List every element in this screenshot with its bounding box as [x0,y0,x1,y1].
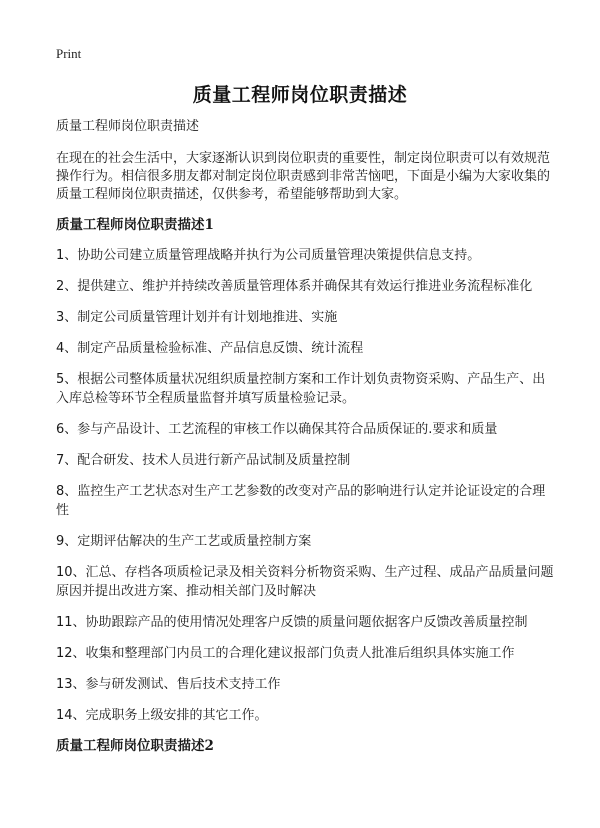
duty-item: 14、完成职务上级安排的其它工作。 [56,708,268,723]
duty-item: 13、参与研发测试、售后技术支持工作 [56,677,281,692]
duty-item: 3、制定公司质量管理计划并有计划地推进、实施 [56,310,338,325]
duty-item: 8、监控生产工艺状态对生产工艺参数的改变对产品的影响进行认定并论证设定的合理性 [56,484,546,518]
duty-item: 10、汇总、存档各项质检记录及相关资料分析物资采购、生产过程、成品产品质量问题原因并提出改进方案、推动相关部门及时解决 [56,565,554,599]
subtitle: 质量工程师岗位职责描述 [56,119,200,134]
duty-item: 2、提供建立、维护并持续改善质量管理体系并确保其有效运行推进业务流程标准化 [56,279,533,294]
duty-item: 11、协助跟踪产品的使用情况处理客户反馈的质量问题依据客户反馈改善质量控制 [56,615,528,630]
document-body [56,118,556,767]
section-heading-1: 质量工程师岗位职责描述1 [56,217,214,233]
intro-paragraph: 在现在的社会生活中，大家逐渐认识到岗位职责的重要性，制定岗位职责可以有效规范操作行为。相信很多朋友都对制定岗位职责感到非常苦恼吧，下面是小编为大家收集的质量工程师岗位职责描述，仅供参考，希望能够帮助到大家。 [56,151,551,202]
duty-item: 12、收集和整理部门内员工的合理化建议报部门负责人批准后组织具体实施工作 [56,646,515,661]
duty-item: 6、参与产品设计、工艺流程的审核工作以确保其符合品质保证的.要求和质量 [56,422,498,437]
duty-item: 7、配合研发、技术人员进行新产品试制及质量控制 [56,453,351,468]
page-title: 质量工程师岗位职责描述 [192,84,408,106]
duty-item: 1、协助公司建立质量管理战略并执行为公司质量管理决策提供信息支持。 [56,248,481,263]
duty-item: 4、制定产品质量检验标准、产品信息反馈、统计流程 [56,341,364,356]
duty-item: 9、定期评估解决的生产工艺或质量控制方案 [56,534,312,549]
print-label: Print [56,46,82,61]
duty-item: 5、根据公司整体质量状况组织质量控制方案和工作计划负责物资采购、产品生产、出入库总检等环节全程质量监督并填写质量检验记录。 [56,372,546,406]
duty-list [56,246,556,725]
section-heading-2: 质量工程师岗位职责描述2 [56,738,214,754]
